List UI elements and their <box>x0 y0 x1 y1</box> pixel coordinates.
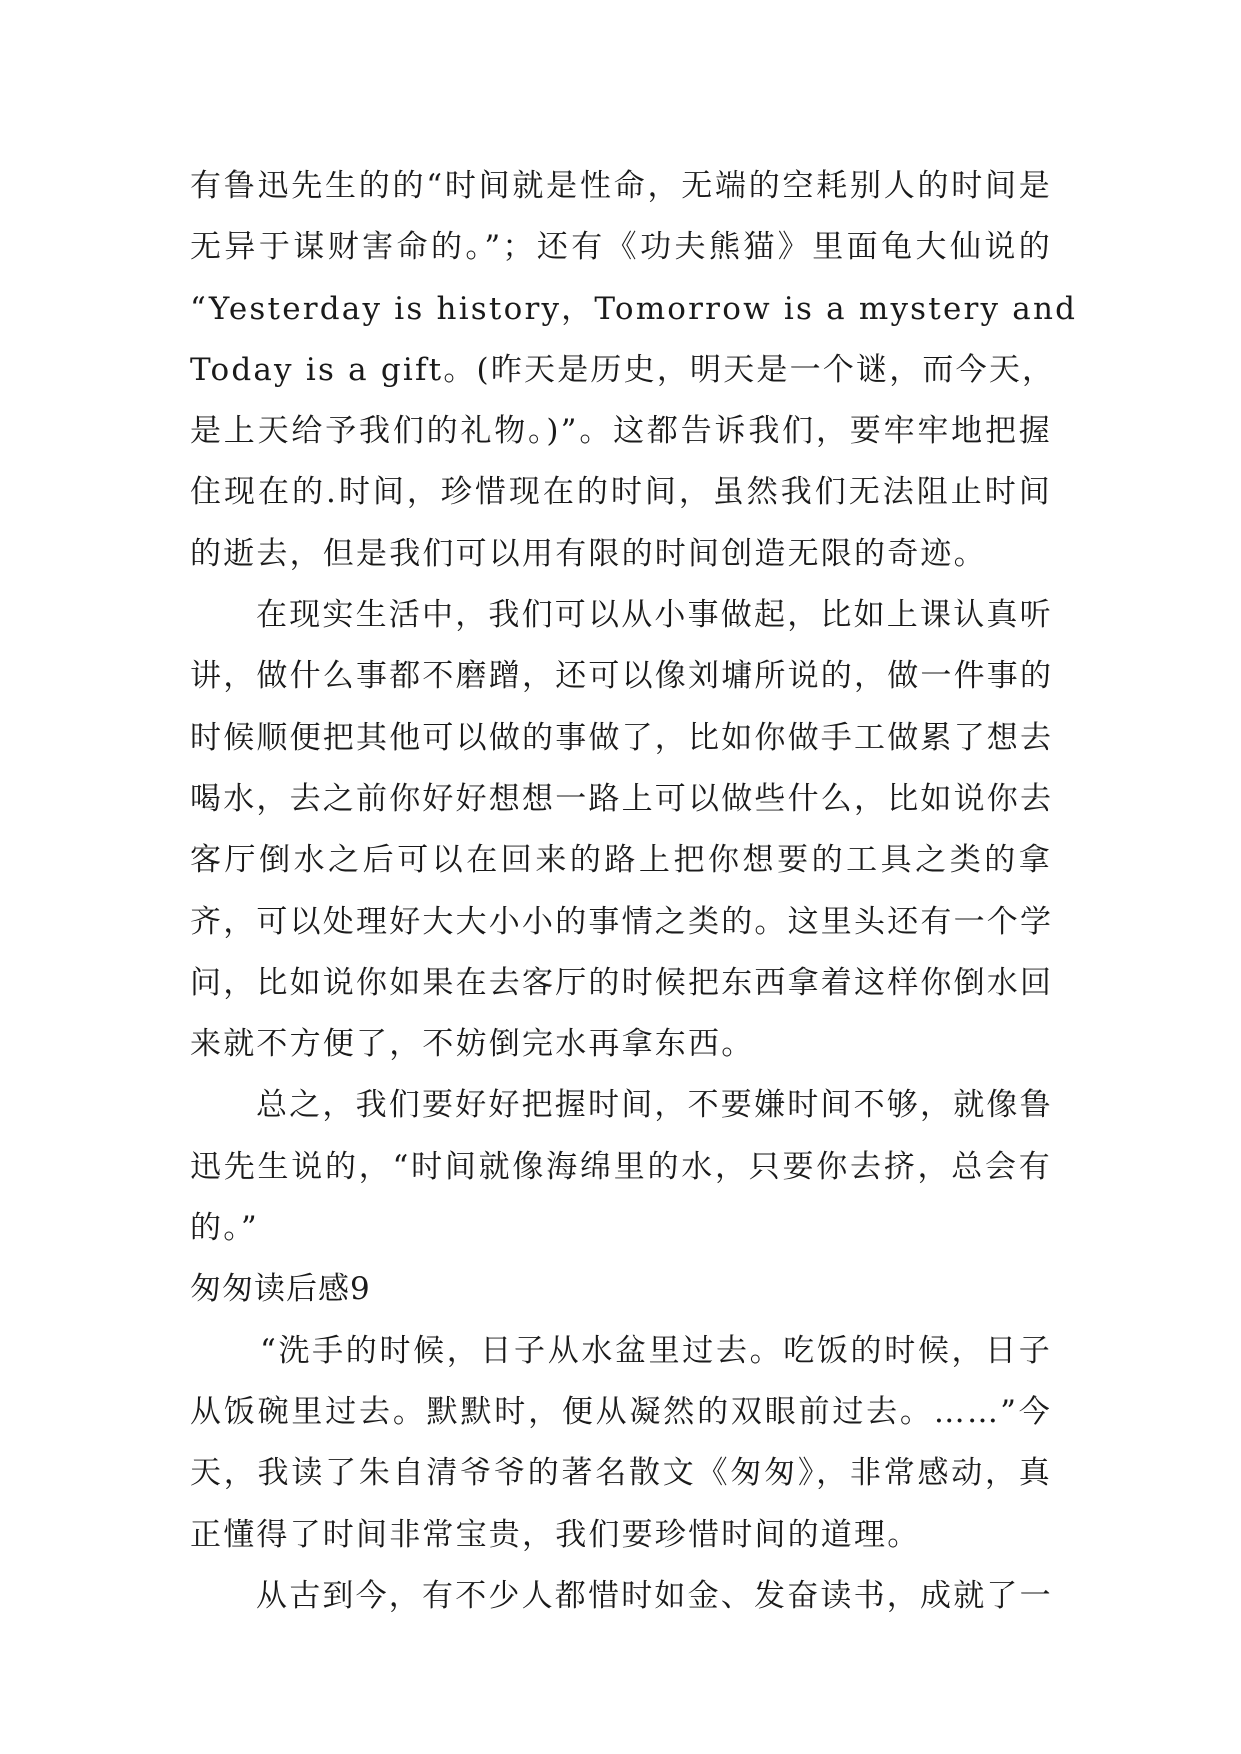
paragraph <box>190 156 1078 585</box>
text-line: “洗手的时候，日子从水盆里过去。吃饭的时候，日子 <box>260 1332 1052 1369</box>
text-line: 迅先生说的，“时间就像海绵里的水，只要你去挤，总会有 <box>190 1148 1052 1185</box>
text-line: 从古到今，有不少人都惜时如金、发奋读书，成就了一 <box>256 1577 1053 1614</box>
section-heading <box>190 1259 1052 1320</box>
text-line: 天，我读了朱自清爷爷的著名散文《匆匆》，非常感动，真 <box>190 1455 1052 1492</box>
text-line: 住现在的.时间，珍惜现在的时间，虽然我们无法阻止时间 <box>190 474 1052 511</box>
text-line: Today is a gift。(昨天是历史，明天是一个谜，而今天， <box>190 351 1056 388</box>
text-line: 总之，我们要好好把握时间，不要嫌时间不够，就像鲁 <box>256 1087 1053 1124</box>
text-line: 无异于谋财害命的。”；还有《功夫熊猫》里面龟大仙说的 <box>190 229 1052 266</box>
text-line: 正懂得了时间非常宝贵，我们要珍惜时间的道理。 <box>190 1516 921 1553</box>
text-line: 齐，可以处理好大大小小的事情之类的。这里头还有一个学 <box>190 903 1054 940</box>
text-line: 是上天给予我们的礼物。)”。这都告诉我们，要牢牢地把握 <box>190 413 1052 450</box>
text-line: 时候顺便把其他可以做的事做了，比如你做手工做累了想去 <box>190 719 1054 756</box>
text-line: 的。” <box>190 1210 259 1247</box>
text-line: 讲，做什么事都不磨蹭，还可以像刘墉所说的，做一件事的 <box>190 658 1054 695</box>
text-line: 有鲁迅先生的的“时间就是性命，无端的空耗别人的时间是 <box>190 168 1052 204</box>
document-page <box>190 156 1078 1627</box>
text-line: 的逝去，但是我们可以用有限的时间创造无限的奇迹。 <box>190 535 987 572</box>
text-line: 在现实生活中，我们可以从小事做起，比如上课认真听 <box>256 597 1053 634</box>
paragraph <box>190 1321 1052 1566</box>
text-line: “Yesterday is history，Tomorrow is a mystery and <box>190 290 1078 327</box>
paragraph <box>190 1566 1052 1627</box>
text-line: 客厅倒水之后可以在回来的路上把你想要的工具之类的拿 <box>190 842 1052 879</box>
text-line: 问，比如说你如果在去客厅的时候把东西拿着这样你倒水回 <box>190 964 1054 1001</box>
text-line: 来就不方便了，不妨倒完水再拿东西。 <box>190 1026 755 1063</box>
heading-text: 匆匆读后感9 <box>190 1271 371 1308</box>
text-line: 喝水，去之前你好好想想一路上可以做些什么，比如说你去 <box>190 780 1054 817</box>
paragraph <box>190 1075 1052 1259</box>
paragraph <box>190 585 1052 1075</box>
text-line: 从饭碗里过去。默默时，便从凝然的双眼前过去。……”今 <box>190 1393 1052 1430</box>
